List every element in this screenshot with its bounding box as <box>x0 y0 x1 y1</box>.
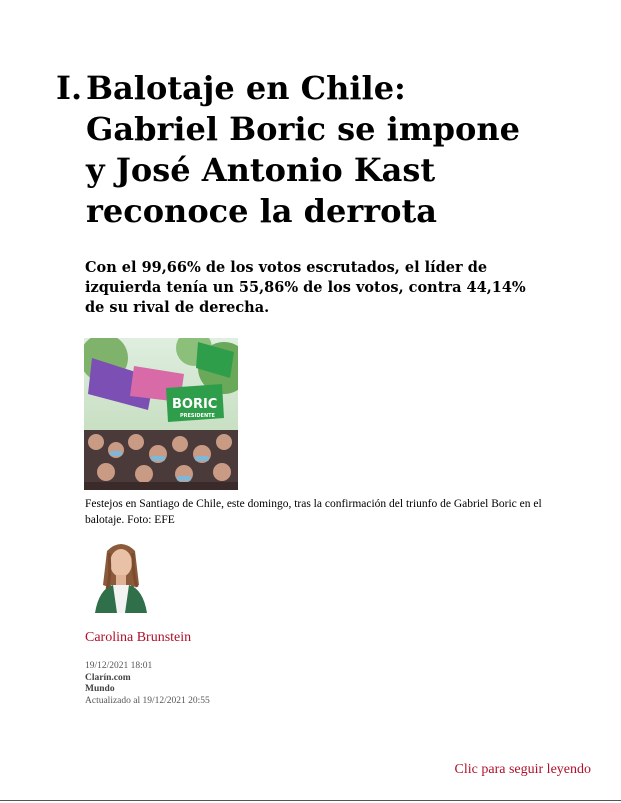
author-name[interactable]: Carolina Brunstein <box>85 630 192 645</box>
headline-number: I. <box>56 69 83 107</box>
author-avatar <box>89 537 153 613</box>
photo-caption: Festejos en Santiago de Chile, este domingo, tras la confirmación del triunfo de Gabriel Boric en el balotaje. Foto: EFE <box>85 498 542 526</box>
author-portrait-illustration <box>89 537 153 613</box>
banner-subtext: PRESIDENTE <box>180 413 215 419</box>
read-more-link[interactable]: Clic para seguir leyendo <box>454 762 591 777</box>
publish-date: 19/12/2021 18:01 <box>85 661 153 671</box>
article-summary: Con el 99,66% de los votos escrutados, el líder de izquierda tenía un 55,86% de los votos, contra 44,14% de su rival de derecha. <box>85 259 526 316</box>
bottom-divider <box>0 800 621 801</box>
article-photo <box>84 338 238 490</box>
article-meta <box>85 661 210 707</box>
headline-text: Balotaje en Chile: Gabriel Boric se impone y José Antonio Kast reconoce la derrota <box>86 69 521 230</box>
banner-text: BORIC <box>172 397 218 412</box>
celebration-photo-illustration <box>84 338 238 490</box>
article-section: Mundo <box>85 684 115 694</box>
article-source: Clarín.com <box>85 672 131 683</box>
article-headline <box>56 68 526 232</box>
updated-date: Actualizado al 19/12/2021 20:55 <box>85 695 210 706</box>
